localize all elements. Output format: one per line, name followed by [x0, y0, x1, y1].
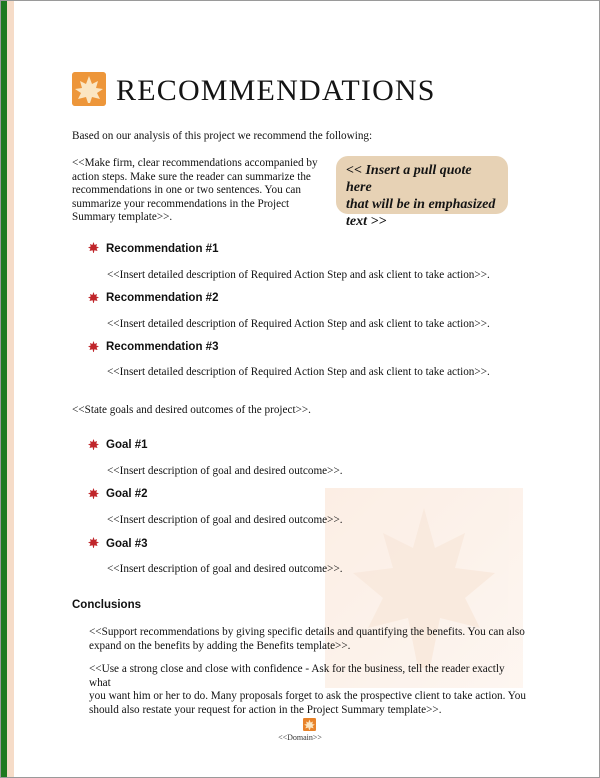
goal-heading: Goal #3 [106, 538, 148, 550]
goal-heading: Goal #2 [106, 488, 148, 500]
recommendation-heading: Recommendation #1 [106, 243, 219, 255]
lead-line: action steps. Make sure the reader can summarize the [72, 170, 311, 183]
maple-leaf-bullet-icon [88, 439, 99, 450]
footer-maple-leaf-icon [303, 718, 316, 731]
recommendation-desc: <<Insert detailed description of Required Action Step and ask client to take action>>. [107, 366, 490, 378]
maple-leaf-icon [72, 72, 106, 106]
lead-line: Summary template>>. [72, 211, 173, 223]
goal-heading: Goal #1 [106, 439, 148, 451]
maple-leaf-bullet-icon [88, 488, 99, 499]
goal-desc: <<Insert description of goal and desired outcome>>. [107, 514, 343, 526]
conclusion-line: expand on the benefits by adding the Benefits template>>. [89, 639, 351, 652]
left-accent-stripe [7, 1, 14, 777]
maple-leaf-bullet-icon [88, 242, 99, 253]
pull-quote-line: text >> [346, 214, 387, 229]
footer-domain: <<Domain>> [278, 733, 322, 742]
recommendation-heading: Recommendation #2 [106, 292, 219, 304]
maple-leaf-bullet-icon [88, 537, 99, 548]
maple-leaf-watermark [325, 488, 523, 688]
goal-desc: <<Insert description of goal and desired outcome>>. [107, 465, 343, 477]
conclusion-line: <<Support recommendations by giving specific details and quantifying the benefits. You can also [89, 626, 525, 638]
intro-text: Based on our analysis of this project we recommend the following: [72, 130, 373, 142]
maple-leaf-bullet-icon [88, 292, 99, 303]
pull-quote-line: that will be in emphasized [346, 197, 496, 212]
conclusion-line: <<Use a strong close and close with confidence - Ask for the business, tell the reader exactly what [89, 663, 505, 689]
pull-quote-line: << Insert a pull quote here [346, 163, 472, 195]
pull-quote-box [336, 156, 508, 229]
recommendation-heading: Recommendation #3 [106, 341, 219, 353]
page-title: RECOMMENDATIONS [116, 74, 436, 107]
lead-line: recommendations in one or two sentences. You can [72, 184, 301, 196]
recommendation-desc: <<Insert detailed description of Required Action Step and ask client to take action>>. [107, 269, 490, 281]
conclusions-paragraph [89, 626, 529, 653]
conclusions-heading: Conclusions [72, 599, 142, 611]
goals-intro: <<State goals and desired outcomes of the project>>. [72, 404, 311, 416]
conclusion-line: should also restate your request for action in the Project Summary template>>. [89, 703, 442, 716]
goal-desc: <<Insert description of goal and desired outcome>>. [107, 563, 343, 575]
recommendation-desc: <<Insert detailed description of Required Action Step and ask client to take action>>. [107, 318, 490, 330]
conclusions-paragraph [89, 663, 529, 717]
lead-paragraph [72, 157, 332, 225]
maple-leaf-bullet-icon [88, 341, 99, 352]
lead-line: <<Make firm, clear recommendations accompanied by [72, 157, 318, 169]
lead-line: summarize your recommendations in the Project [72, 197, 290, 210]
conclusion-line: you want him or her to do. Many proposals forget to ask the prospective client to take action. You [89, 690, 526, 702]
